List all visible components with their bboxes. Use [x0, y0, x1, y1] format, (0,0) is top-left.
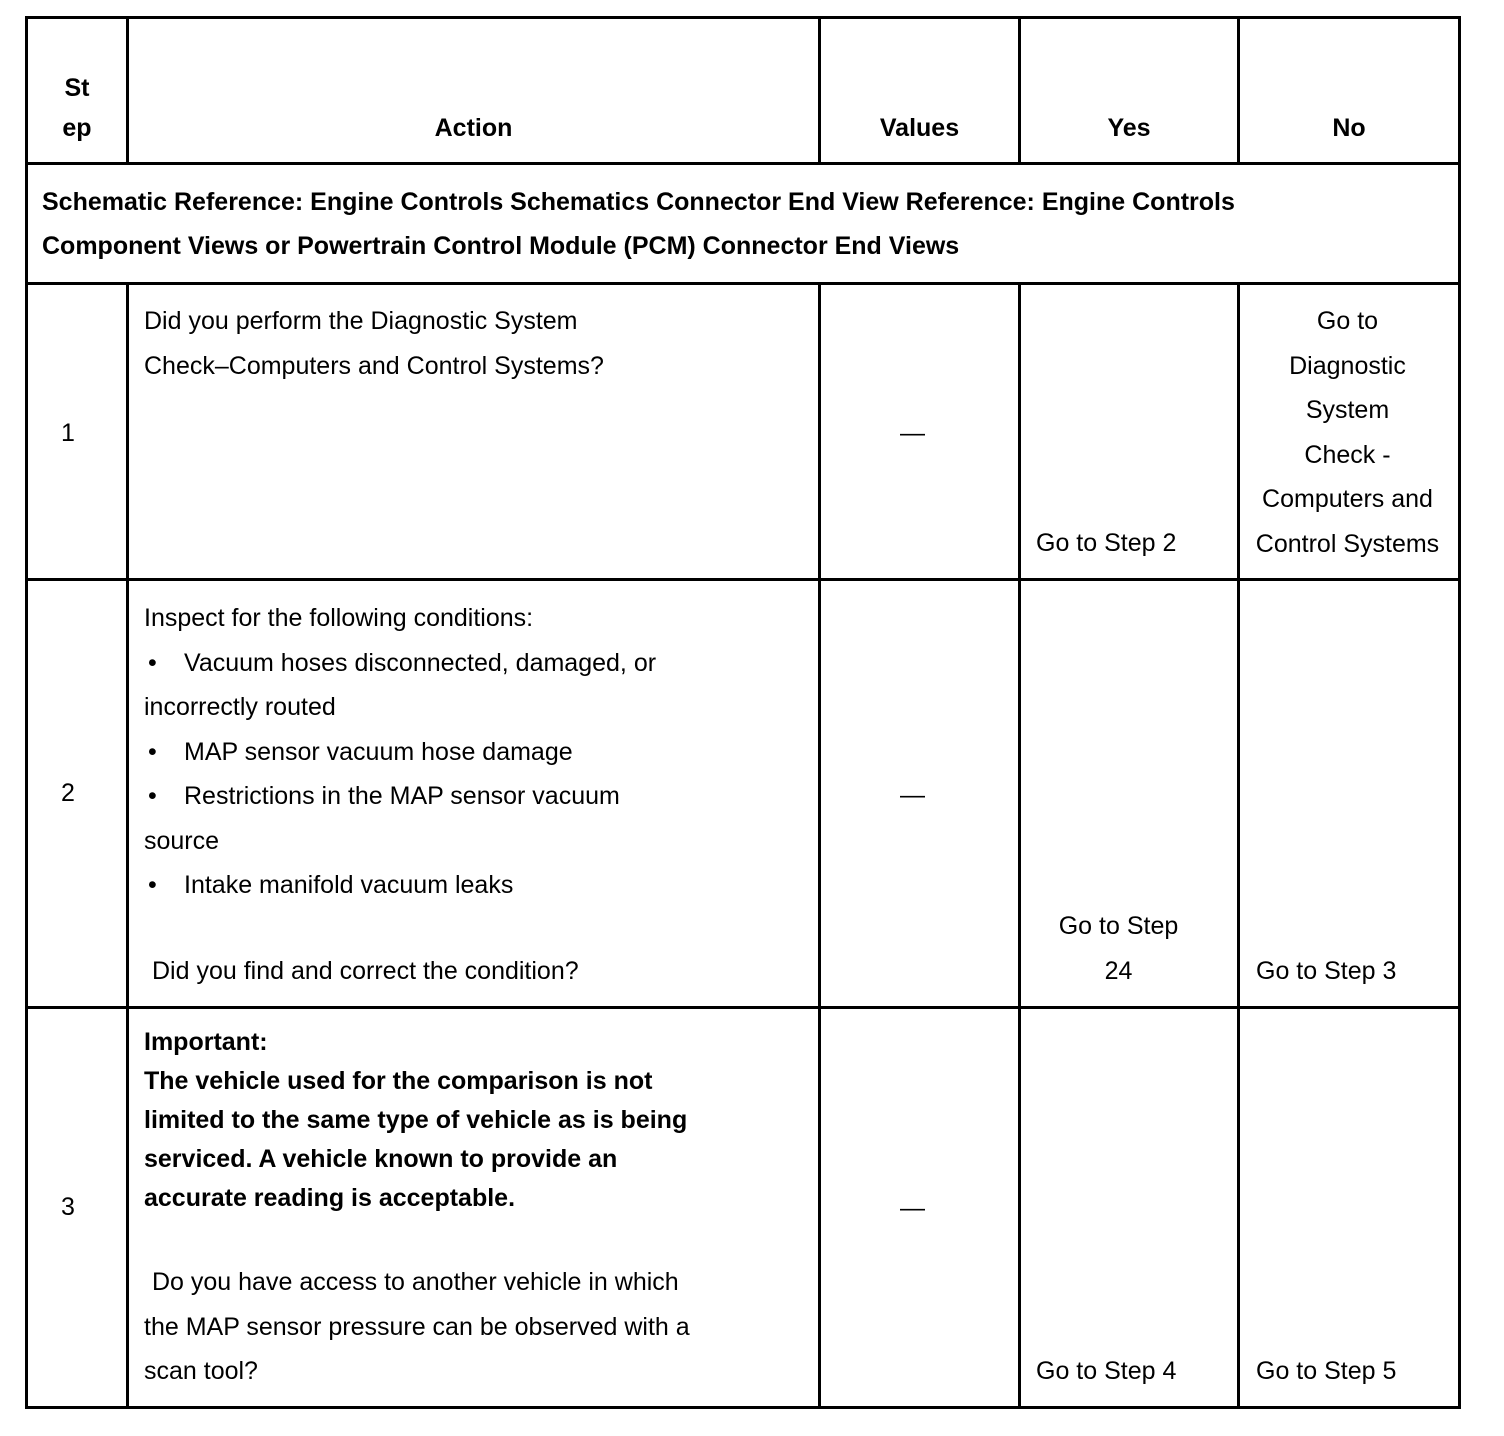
row2-question: Did you find and correct the condition?	[152, 957, 579, 985]
row3-question-line3: scan tool?	[144, 1357, 258, 1385]
col-divider-3-body	[1018, 282, 1021, 1409]
table-border-top	[25, 16, 1461, 19]
row3-question-line1: Do you have access to another vehicle in which	[152, 1268, 679, 1296]
header-divider	[25, 162, 1461, 165]
important-line4: accurate reading is acceptable.	[144, 1184, 516, 1212]
bullet-glyph: •	[148, 871, 157, 899]
row1-no	[1240, 299, 1455, 566]
row1-yes: Go to Step 2	[1036, 529, 1177, 557]
row1-divider	[25, 578, 1461, 581]
row1-no-line4: Check -	[1304, 440, 1391, 469]
bullet-glyph: •	[148, 648, 157, 677]
diagnostic-table	[25, 16, 1461, 1409]
header-values: Values	[879, 114, 960, 142]
row1-action	[144, 299, 814, 388]
header-yes: Yes	[1107, 114, 1151, 142]
row2-values: —	[900, 781, 925, 809]
row2-yes-line2: 24	[1104, 956, 1133, 985]
row2-bullet-1: • Vacuum hoses disconnected, damaged, or	[144, 641, 814, 686]
row1-no-line3: System	[1305, 396, 1390, 424]
table-border-bottom	[25, 1406, 1461, 1409]
row2-no: Go to Step 3	[1256, 957, 1397, 985]
row2-bullet-3-cont: source	[144, 826, 220, 855]
row2-divider	[25, 1006, 1461, 1009]
reference-line2: Component Views or Powertrain Control Module (PCM) Connector End Views	[42, 232, 960, 260]
row2-intro: Inspect for the following conditions:	[144, 604, 534, 632]
row3-values: —	[900, 1194, 925, 1222]
important-label: Important:	[144, 1028, 268, 1056]
row1-no-line2: Diagnostic	[1289, 351, 1406, 380]
row1-step: 1	[61, 419, 75, 447]
table-border-right	[1458, 16, 1461, 1409]
row3-yes: Go to Step 4	[1036, 1357, 1177, 1385]
reference-line1: Schematic Reference: Engine Controls Schematics Connector End View Reference: Engine Controls	[42, 188, 1235, 216]
row3-step: 3	[61, 1193, 75, 1221]
row2-bullet-3: • Restrictions in the MAP sensor vacuum	[144, 774, 814, 819]
row1-no-line6: Control Systems	[1255, 529, 1440, 558]
row2-step: 2	[61, 779, 75, 807]
header-action: Action	[434, 114, 513, 142]
reference-text	[42, 180, 1452, 268]
col-divider-1-body	[126, 282, 129, 1409]
row3-question	[144, 1260, 814, 1394]
row1-action-line1: Did you perform the Diagnostic System	[144, 307, 578, 335]
row2-bullet-1-cont: incorrectly routed	[144, 693, 336, 721]
header-step-line1: St	[64, 74, 90, 102]
row2-yes-line1: Go to Step	[1058, 912, 1179, 940]
header-step	[28, 68, 126, 148]
row1-action-line2: Check–Computers and Control Systems?	[144, 351, 604, 380]
row1-no-line5: Computers and	[1262, 485, 1433, 513]
row2-bullet-2: • MAP sensor vacuum hose damage	[144, 730, 814, 775]
header-no: No	[1332, 114, 1366, 142]
row3-important	[144, 1023, 814, 1218]
row3-question-line2: the MAP sensor pressure can be observed with a	[144, 1312, 690, 1341]
bullet-glyph: •	[148, 737, 157, 766]
header-step-line2: ep	[62, 114, 92, 142]
row1-values: —	[900, 419, 925, 447]
row2-yes	[1021, 904, 1216, 993]
reference-divider	[25, 282, 1461, 285]
important-line1: The vehicle used for the comparison is not	[144, 1067, 653, 1095]
row3-no: Go to Step 5	[1256, 1357, 1397, 1385]
important-line2: limited to the same type of vehicle as is being	[144, 1106, 688, 1134]
important-line3: serviced. A vehicle known to provide an	[144, 1145, 618, 1173]
row2-bullet-4: • Intake manifold vacuum leaks	[144, 863, 814, 908]
row2-action	[144, 596, 814, 908]
row1-no-line1: Go to	[1316, 307, 1379, 335]
bullet-glyph: •	[148, 782, 157, 810]
